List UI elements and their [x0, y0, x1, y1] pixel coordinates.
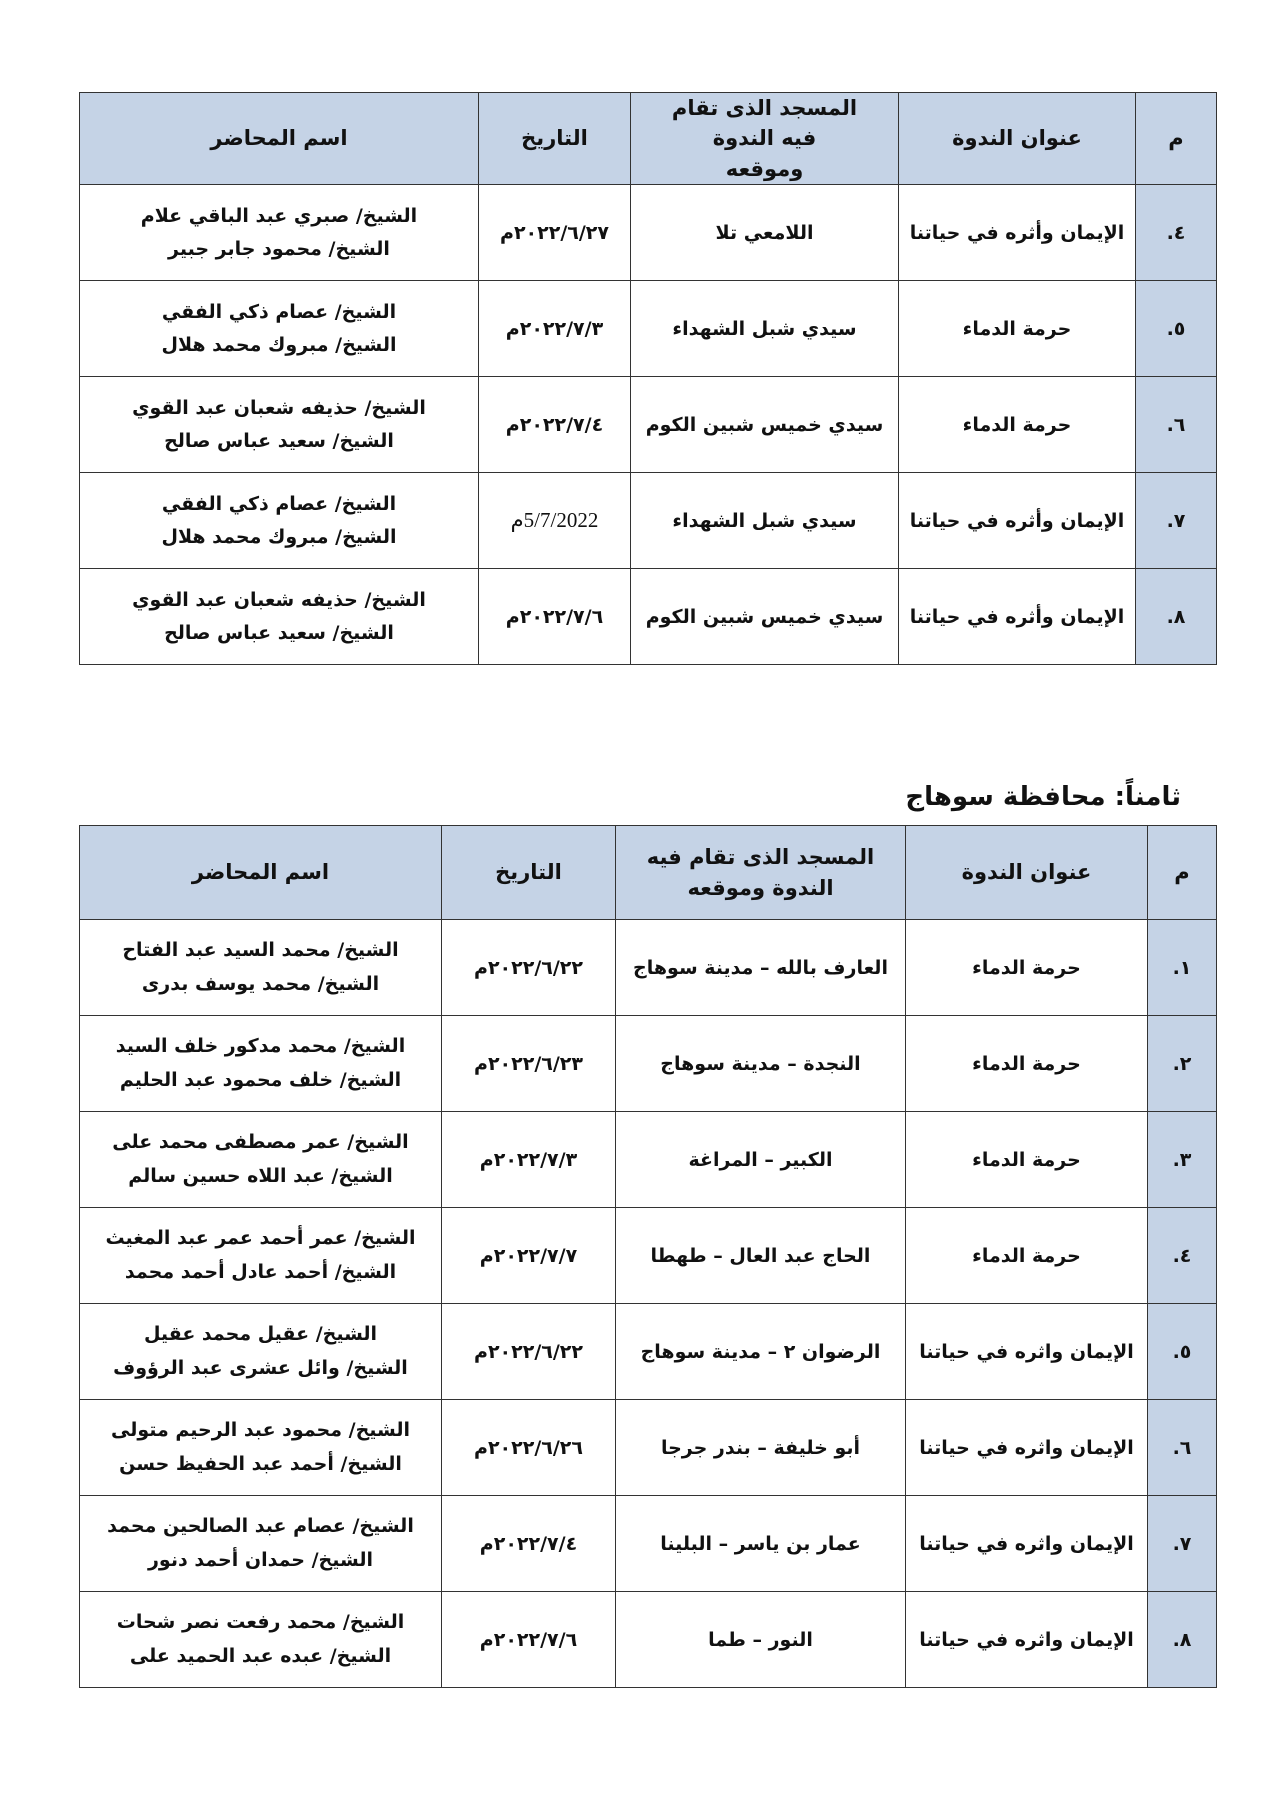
- lecturer-name: الشيخ/ عبده عبد الحميد على: [129, 1644, 392, 1667]
- table-row: [80, 281, 1217, 377]
- mosque-location: عمار بن ياسر – البلينا: [616, 1496, 906, 1592]
- seminar-table-1: [79, 92, 1217, 665]
- lecturers: [80, 1208, 442, 1304]
- table-row: [80, 1208, 1217, 1304]
- seminar-title: حرمة الدماء: [906, 1016, 1148, 1112]
- row-number: ١.: [1148, 920, 1217, 1016]
- mosque-location: سيدي شبل الشهداء: [631, 473, 899, 569]
- row-number: ٨.: [1136, 569, 1217, 665]
- seminar-date: ٢٠٢٢/٧/٦م: [479, 569, 631, 665]
- table-row: [80, 1016, 1217, 1112]
- lecturer-name: الشيخ/ عصام ذكي الفقي: [161, 300, 397, 323]
- mosque-location: سيدي شبل الشهداء: [631, 281, 899, 377]
- table-row: [80, 1496, 1217, 1592]
- lecturer-name: الشيخ/ سعيد عباس صالح: [164, 621, 394, 644]
- row-number: ٦.: [1148, 1400, 1217, 1496]
- lecturer-name: الشيخ/ عبد اللاه حسين سالم: [128, 1164, 393, 1187]
- seminar-title: الإيمان واثره في حياتنا: [906, 1592, 1148, 1688]
- lecturers: [80, 1304, 442, 1400]
- seminar-title: الإيمان وأثره في حياتنا: [899, 185, 1136, 281]
- mosque-location: سيدي خميس شبين الكوم: [631, 377, 899, 473]
- table-row: [80, 920, 1217, 1016]
- row-number: ٤.: [1136, 185, 1217, 281]
- header-lecturer: اسم المحاضر: [80, 826, 442, 920]
- row-number: ٨.: [1148, 1592, 1217, 1688]
- lecturer-name: الشيخ/ مبروك محمد هلال: [161, 333, 397, 356]
- seminar-date: ٢٠٢٢/٦/٢٧م: [479, 185, 631, 281]
- row-number: ٧.: [1148, 1496, 1217, 1592]
- lecturer-name: الشيخ/ حمدان أحمد دنور: [147, 1548, 373, 1571]
- header-num: م: [1136, 93, 1217, 185]
- seminar-table-2: [79, 825, 1217, 1688]
- mosque-location: النجدة – مدينة سوهاج: [616, 1016, 906, 1112]
- mosque-location: العارف بالله – مدينة سوهاج: [616, 920, 906, 1016]
- mosque-location: الكبير – المراغة: [616, 1112, 906, 1208]
- lecturers: [80, 569, 479, 665]
- lecturers: [80, 377, 479, 473]
- seminar-title: حرمة الدماء: [906, 1208, 1148, 1304]
- seminar-title: حرمة الدماء: [899, 377, 1136, 473]
- seminar-date: ٢٠٢٢/٦/٢٦م: [442, 1400, 616, 1496]
- lecturer-name: الشيخ/ عمر أحمد عمر عبد المغيث: [105, 1227, 416, 1250]
- header-num: م: [1148, 826, 1217, 920]
- mosque-location: الحاج عبد العال – طهطا: [616, 1208, 906, 1304]
- lecturers: [80, 281, 479, 377]
- seminar-title: حرمة الدماء: [906, 920, 1148, 1016]
- seminar-date: ٢٠٢٢/٧/٣م: [442, 1112, 616, 1208]
- seminar-date: ٢٠٢٢/٦/٢٣م: [442, 1016, 616, 1112]
- header-date: التاريخ: [442, 826, 616, 920]
- lecturer-name: الشيخ/ خلف محمود عبد الحليم: [119, 1068, 402, 1091]
- lecturers: [80, 1016, 442, 1112]
- header-title: عنوان الندوة: [899, 93, 1136, 185]
- lecturer-name: الشيخ/ سعيد عباس صالح: [164, 429, 394, 452]
- row-number: ٥.: [1136, 281, 1217, 377]
- mosque-location: أبو خليفة – بندر جرجا: [616, 1400, 906, 1496]
- table-row: [80, 1400, 1217, 1496]
- lecturer-name: الشيخ/ وائل عشرى عبد الرؤوف: [113, 1356, 408, 1379]
- table-header-row: [80, 826, 1217, 920]
- lecturer-name: الشيخ/ محمود عبد الرحيم متولى: [111, 1419, 410, 1442]
- lecturers: [80, 1112, 442, 1208]
- lecturers: [80, 1592, 442, 1688]
- row-number: ٥.: [1148, 1304, 1217, 1400]
- seminar-date: ٢٠٢٢/٧/٦م: [442, 1592, 616, 1688]
- lecturer-name: الشيخ/ حذيفه شعبان عبد القوي: [132, 588, 426, 611]
- mosque-location: النور – طما: [616, 1592, 906, 1688]
- lecturer-name: الشيخ/ حذيفه شعبان عبد القوي: [132, 396, 426, 419]
- mosque-location: سيدي خميس شبين الكوم: [631, 569, 899, 665]
- lecturer-name: الشيخ/ محمد مدكور خلف السيد: [115, 1035, 406, 1058]
- lecturers: [80, 920, 442, 1016]
- mosque-location: الرضوان ٢ – مدينة سوهاج: [616, 1304, 906, 1400]
- lecturer-name: الشيخ/ محمد يوسف بدرى: [141, 972, 380, 995]
- header-lecturer: اسم المحاضر: [80, 93, 479, 185]
- seminar-title: الإيمان واثره في حياتنا: [906, 1304, 1148, 1400]
- table-row: [80, 473, 1217, 569]
- lecturer-name: الشيخ/ محمد رفعت نصر شحات: [116, 1611, 405, 1634]
- header-mosque: المسجد الذى تقام فيه الندوة وموقعه: [631, 93, 899, 185]
- table-row: [80, 1112, 1217, 1208]
- lecturer-name: الشيخ/ صبري عبد الباقي علام: [140, 204, 418, 227]
- seminar-title: الإيمان وأثره في حياتنا: [899, 569, 1136, 665]
- table-row: [80, 185, 1217, 281]
- lecturers: [80, 1400, 442, 1496]
- lecturers: [80, 473, 479, 569]
- header-mosque: المسجد الذى تقام فيه الندوة وموقعه: [616, 826, 906, 920]
- seminar-title: الإيمان واثره في حياتنا: [906, 1400, 1148, 1496]
- section-heading: ثامناً: محافظة سوهاج: [905, 782, 1181, 812]
- seminar-date: ٢٠٢٢/٦/٢٢م: [442, 1304, 616, 1400]
- table-row: [80, 569, 1217, 665]
- row-number: ٢.: [1148, 1016, 1217, 1112]
- seminar-title: الإيمان وأثره في حياتنا: [899, 473, 1136, 569]
- lecturer-name: الشيخ/ عمر مصطفى محمد على: [112, 1131, 409, 1154]
- row-number: ٦.: [1136, 377, 1217, 473]
- header-date: التاريخ: [479, 93, 631, 185]
- lecturers: [80, 1496, 442, 1592]
- table-row: [80, 377, 1217, 473]
- header-title: عنوان الندوة: [906, 826, 1148, 920]
- seminar-title: حرمة الدماء: [906, 1112, 1148, 1208]
- table-row: [80, 1304, 1217, 1400]
- mosque-location: اللامعي تلا: [631, 185, 899, 281]
- seminar-title: الإيمان واثره في حياتنا: [906, 1496, 1148, 1592]
- lecturer-name: الشيخ/ محمود جابر جبير: [168, 237, 390, 260]
- lecturer-name: الشيخ/ أحمد عبد الحفيظ حسن: [119, 1452, 402, 1475]
- row-number: ٣.: [1148, 1112, 1217, 1208]
- row-number: ٤.: [1148, 1208, 1217, 1304]
- lecturers: [80, 185, 479, 281]
- seminar-date: ٢٠٢٢/٧/٧م: [442, 1208, 616, 1304]
- table-header-row: [80, 93, 1217, 185]
- lecturer-name: الشيخ/ أحمد عادل أحمد محمد: [124, 1260, 397, 1283]
- seminar-title: حرمة الدماء: [899, 281, 1136, 377]
- row-number: ٧.: [1136, 473, 1217, 569]
- lecturer-name: الشيخ/ عصام عبد الصالحين محمد: [107, 1515, 414, 1538]
- seminar-date: ٢٠٢٢/٧/٤م: [479, 377, 631, 473]
- lecturer-name: الشيخ/ عصام ذكي الفقي: [161, 492, 397, 515]
- lecturer-name: الشيخ/ محمد السيد عبد الفتاح: [122, 939, 399, 962]
- seminar-date: ٢٠٢٢/٧/٣م: [479, 281, 631, 377]
- lecturer-name: الشيخ/ عقيل محمد عقيل: [143, 1323, 378, 1346]
- seminar-date: ٢٠٢٢/٧/٤م: [442, 1496, 616, 1592]
- seminar-date: ٢٠٢٢/٦/٢٢م: [442, 920, 616, 1016]
- lecturer-name: الشيخ/ مبروك محمد هلال: [161, 525, 397, 548]
- seminar-date: 5/7/2022م: [479, 473, 631, 569]
- table-row: [80, 1592, 1217, 1688]
